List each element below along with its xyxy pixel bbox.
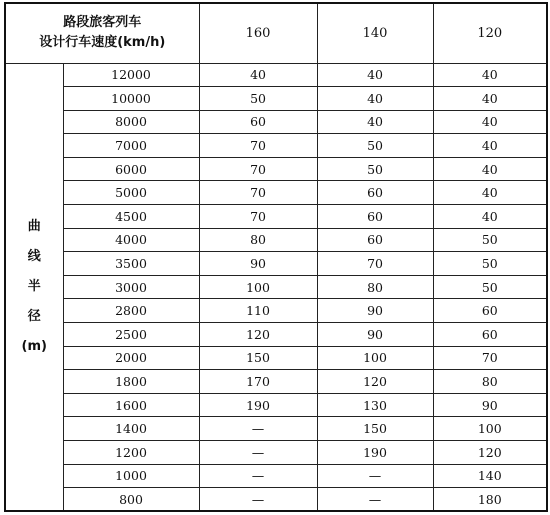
- speed-120-cell: 40: [433, 63, 547, 87]
- table-row: [5, 488, 547, 512]
- header-title-line1: 路段旅客列车: [63, 15, 142, 31]
- speed-160-cell: 70: [199, 157, 317, 181]
- speed-140-cell: 60: [317, 205, 433, 229]
- speed-160-cell: 70: [199, 181, 317, 205]
- table-row: [5, 228, 547, 252]
- table-row: [5, 157, 547, 181]
- speed-120-cell: 80: [433, 370, 547, 394]
- speed-140-cell: 90: [317, 299, 433, 323]
- speed-140-cell: 90: [317, 323, 433, 347]
- radius-cell: 800: [63, 488, 199, 512]
- table-row: [5, 441, 547, 465]
- table-row: [5, 110, 547, 134]
- radius-cell: 1600: [63, 393, 199, 417]
- table-row: [5, 323, 547, 347]
- speed-140-cell: 50: [317, 134, 433, 158]
- radius-cell: 2500: [63, 323, 199, 347]
- header-title-cell: [5, 3, 199, 63]
- speed-160-cell: 110: [199, 299, 317, 323]
- speed-120-cell: 90: [433, 393, 547, 417]
- speed-140-cell: 60: [317, 228, 433, 252]
- table-row: [5, 134, 547, 158]
- table-row: [5, 275, 547, 299]
- radius-cell: 5000: [63, 181, 199, 205]
- speed-160-cell: —: [199, 464, 317, 488]
- speed-160-cell: 120: [199, 323, 317, 347]
- header-title-line2: 设计行车速度(km/h): [39, 35, 166, 51]
- speed-120-cell: 70: [433, 346, 547, 370]
- speed-140-cell: 70: [317, 252, 433, 276]
- table-row: [5, 417, 547, 441]
- speed-120-cell: 40: [433, 181, 547, 205]
- speed-140-cell: —: [317, 488, 433, 512]
- speed-120-cell: 50: [433, 252, 547, 276]
- table-row: [5, 299, 547, 323]
- header-row: [5, 3, 547, 63]
- speed-120-cell: 60: [433, 299, 547, 323]
- table-row: [5, 87, 547, 111]
- speed-140-cell: 80: [317, 275, 433, 299]
- speed-160-cell: —: [199, 488, 317, 512]
- radius-cell: 6000: [63, 157, 199, 181]
- speed-140-cell: 40: [317, 63, 433, 87]
- speed-120-cell: 120: [433, 441, 547, 465]
- speed-160-cell: 50: [199, 87, 317, 111]
- header-speed-120: 120: [433, 3, 547, 63]
- speed-160-cell: —: [199, 441, 317, 465]
- header-speed-160: 160: [199, 3, 317, 63]
- speed-140-cell: 50: [317, 157, 433, 181]
- speed-160-cell: 150: [199, 346, 317, 370]
- speed-160-cell: 170: [199, 370, 317, 394]
- curve-radius-label-char: 线: [27, 248, 41, 264]
- speed-140-cell: 40: [317, 110, 433, 134]
- speed-160-cell: 100: [199, 275, 317, 299]
- speed-120-cell: 40: [433, 110, 547, 134]
- speed-160-cell: 80: [199, 228, 317, 252]
- speed-120-cell: 140: [433, 464, 547, 488]
- curve-radius-label-char: 曲: [27, 218, 41, 234]
- speed-140-cell: 100: [317, 346, 433, 370]
- curve-radius-label-char: 径: [27, 308, 41, 324]
- speed-160-cell: 190: [199, 393, 317, 417]
- speed-160-cell: 90: [199, 252, 317, 276]
- speed-radius-table: [4, 2, 548, 512]
- speed-120-cell: 180: [433, 488, 547, 512]
- curve-radius-label-char: (m): [21, 338, 47, 354]
- table-row: [5, 63, 547, 87]
- speed-160-cell: —: [199, 417, 317, 441]
- speed-120-cell: 60: [433, 323, 547, 347]
- speed-120-cell: 50: [433, 228, 547, 252]
- table-row: [5, 464, 547, 488]
- curve-radius-label-char: 半: [27, 278, 41, 294]
- radius-cell: 12000: [63, 63, 199, 87]
- speed-120-cell: 40: [433, 157, 547, 181]
- speed-140-cell: 60: [317, 181, 433, 205]
- radius-cell: 4500: [63, 205, 199, 229]
- speed-120-cell: 40: [433, 87, 547, 111]
- table-row: [5, 181, 547, 205]
- radius-cell: 1200: [63, 441, 199, 465]
- radius-cell: 1400: [63, 417, 199, 441]
- radius-cell: 4000: [63, 228, 199, 252]
- speed-160-cell: 40: [199, 63, 317, 87]
- speed-160-cell: 70: [199, 205, 317, 229]
- header-speed-140: 140: [317, 3, 433, 63]
- speed-140-cell: 120: [317, 370, 433, 394]
- speed-120-cell: 50: [433, 275, 547, 299]
- speed-160-cell: 60: [199, 110, 317, 134]
- speed-140-cell: 150: [317, 417, 433, 441]
- table-row: [5, 252, 547, 276]
- speed-120-cell: 40: [433, 134, 547, 158]
- table-body: [5, 63, 547, 511]
- radius-cell: 10000: [63, 87, 199, 111]
- speed-120-cell: 40: [433, 205, 547, 229]
- radius-cell: 1800: [63, 370, 199, 394]
- table-row: [5, 205, 547, 229]
- radius-cell: 2000: [63, 346, 199, 370]
- radius-cell: 2800: [63, 299, 199, 323]
- speed-120-cell: 100: [433, 417, 547, 441]
- speed-140-cell: —: [317, 464, 433, 488]
- table-row: [5, 393, 547, 417]
- speed-140-cell: 130: [317, 393, 433, 417]
- radius-cell: 3500: [63, 252, 199, 276]
- radius-cell: 1000: [63, 464, 199, 488]
- radius-cell: 3000: [63, 275, 199, 299]
- curve-radius-label: [5, 63, 63, 511]
- speed-140-cell: 40: [317, 87, 433, 111]
- table-row: [5, 346, 547, 370]
- radius-cell: 7000: [63, 134, 199, 158]
- radius-cell: 8000: [63, 110, 199, 134]
- speed-160-cell: 70: [199, 134, 317, 158]
- speed-140-cell: 190: [317, 441, 433, 465]
- table-row: [5, 370, 547, 394]
